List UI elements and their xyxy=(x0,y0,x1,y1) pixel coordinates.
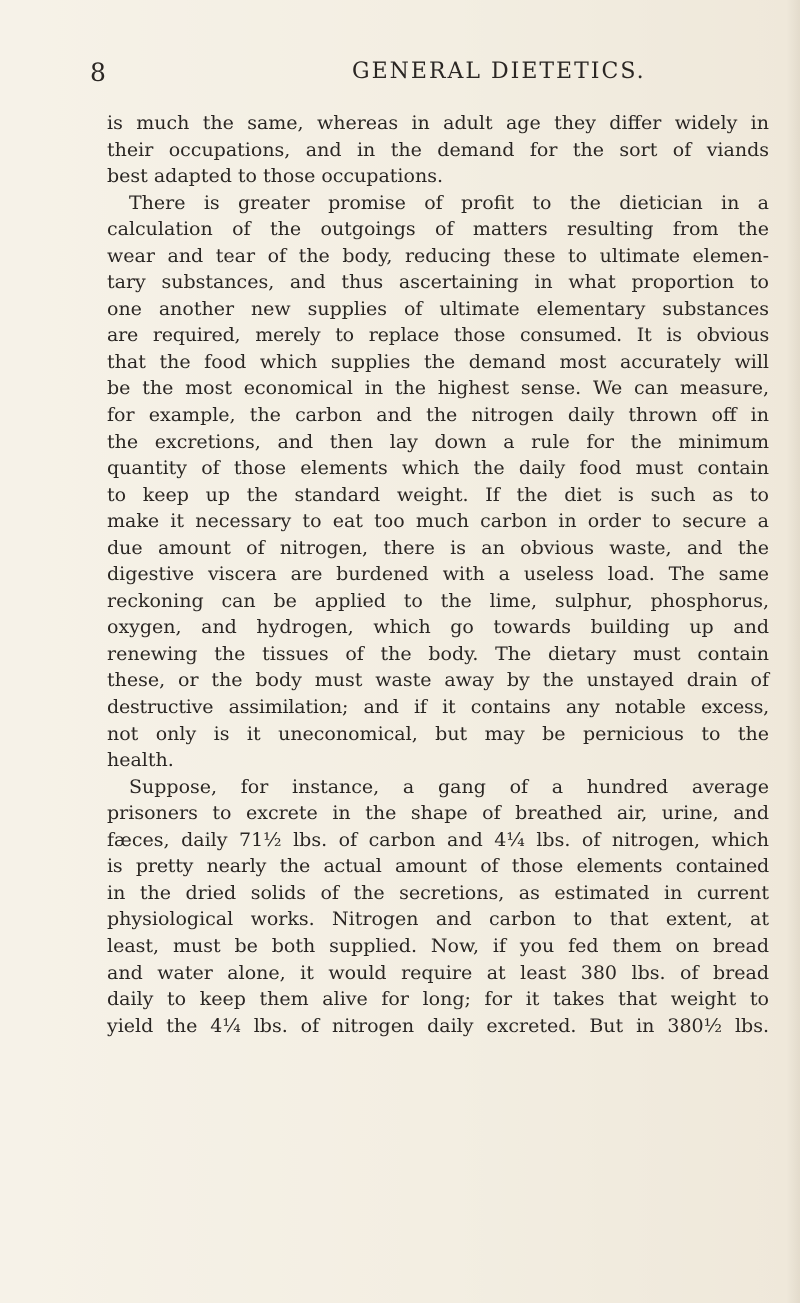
page-edge-shadow xyxy=(786,0,800,1303)
page-number: 8 xyxy=(90,58,107,87)
body-text xyxy=(107,110,769,1039)
text-line: that the food which supplies the demand most accurately will xyxy=(107,350,769,373)
text-line: reckoning can be applied to the lime, sulphur, phosphorus, xyxy=(107,589,769,612)
text-line: renewing the tissues of the body. The dietary must contain xyxy=(107,642,769,665)
text-line: best adapted to those occupations. xyxy=(107,165,443,188)
text-line: oxygen, and hydrogen, which go towards building up and xyxy=(107,616,769,639)
text-line: due amount of nitrogen, there is an obvious waste, and the xyxy=(107,536,769,559)
running-title: GENERAL DIETETICS. xyxy=(352,59,646,84)
text-line: for example, the carbon and the nitrogen daily thrown off in xyxy=(107,404,769,427)
text-line: fæces, daily 71½ lbs. of carbon and 4¼ lbs. of nitrogen, which xyxy=(107,828,769,851)
text-line: Suppose, for instance, a gang of a hundred average xyxy=(129,775,769,798)
text-line: wear and tear of the body, reducing these to ultimate elemen- xyxy=(107,244,769,267)
text-line: and water alone, it would require at least 380 lbs. of bread xyxy=(107,961,769,984)
text-line: be the most economical in the highest sense. We can measure, xyxy=(107,377,769,400)
text-line: yield the 4¼ lbs. of nitrogen daily excreted. But in 380½ lbs. xyxy=(107,1014,769,1037)
text-line: are required, merely to replace those consumed. It is obvious xyxy=(107,324,769,347)
text-line: make it necessary to eat too much carbon in order to secure a xyxy=(107,510,769,533)
text-line: is much the same, whereas in adult age they differ widely in xyxy=(107,112,769,134)
text-line: physiological works. Nitrogen and carbon to that extent, at xyxy=(107,908,769,931)
text-line: tary substances, and thus ascertaining in what proportion to xyxy=(107,271,769,294)
text-line: not only is it uneconomical, but may be pernicious to the xyxy=(107,722,769,745)
text-line: one another new supplies of ultimate elementary substances xyxy=(107,297,769,320)
text-line: to keep up the standard weight. If the diet is such as to xyxy=(107,483,769,506)
running-head xyxy=(90,58,740,92)
text-line: these, or the body must waste away by the unstayed drain of xyxy=(107,669,769,692)
text-line: calculation of the outgoings of matters resulting from the xyxy=(107,218,769,241)
text-line: the excretions, and then lay down a rule for the minimum xyxy=(107,430,769,453)
text-line: least, must be both supplied. Now, if you fed them on bread xyxy=(107,934,769,957)
text-line: digestive viscera are burdened with a useless load. The same xyxy=(107,563,769,586)
text-line: is pretty nearly the actual amount of those elements contained xyxy=(107,855,769,878)
text-line: There is greater promise of profit to the dietician in a xyxy=(129,191,769,214)
text-line: destructive assimilation; and if it contains any notable excess, xyxy=(107,696,769,719)
text-line: quantity of those elements which the daily food must contain xyxy=(107,457,769,480)
text-line: health. xyxy=(107,749,174,772)
text-line: their occupations, and in the demand for the sort of viands xyxy=(107,138,769,161)
text-line: daily to keep them alive for long; for it takes that weight to xyxy=(107,988,769,1011)
text-line: prisoners to excrete in the shape of breathed air, urine, and xyxy=(107,802,769,825)
text-line: in the dried solids of the secretions, as estimated in current xyxy=(107,881,769,904)
